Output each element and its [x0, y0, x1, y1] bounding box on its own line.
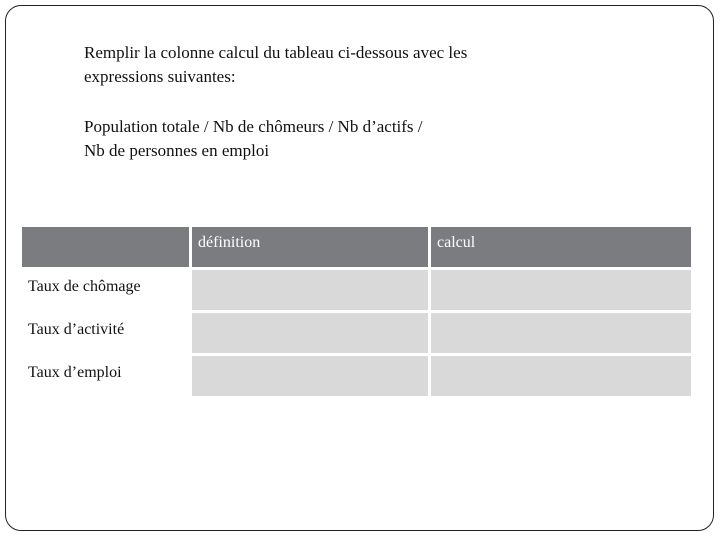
paragraph-gap	[84, 89, 604, 115]
header-calcul: calcul	[431, 227, 691, 267]
calcul-cell[interactable]	[431, 313, 691, 353]
table-row	[22, 270, 691, 310]
header-empty-cell	[22, 227, 189, 267]
instruction-line-1: Remplir la colonne calcul du tableau ci-dessous avec les	[84, 43, 468, 62]
calcul-cell[interactable]	[431, 270, 691, 310]
table-row	[22, 313, 691, 353]
row-label-taux-emploi: Taux d’emploi	[22, 356, 189, 396]
row-label-taux-chomage: Taux de chômage	[22, 270, 189, 310]
instructions-text	[84, 41, 604, 163]
instruction-line-4: Nb de personnes en emploi	[84, 141, 270, 160]
calcul-cell[interactable]	[431, 356, 691, 396]
header-definition: définition	[192, 227, 428, 267]
table-row	[22, 356, 691, 396]
instruction-line-3: Population totale / Nb de chômeurs / Nb d’actifs /	[84, 117, 423, 136]
table-header-row	[22, 227, 691, 267]
row-label-taux-activite: Taux d’activité	[22, 313, 189, 353]
definition-cell[interactable]	[192, 313, 428, 353]
definition-cell[interactable]	[192, 356, 428, 396]
definition-cell[interactable]	[192, 270, 428, 310]
instruction-line-2: expressions suivantes:	[84, 67, 236, 86]
rates-table	[19, 224, 694, 399]
